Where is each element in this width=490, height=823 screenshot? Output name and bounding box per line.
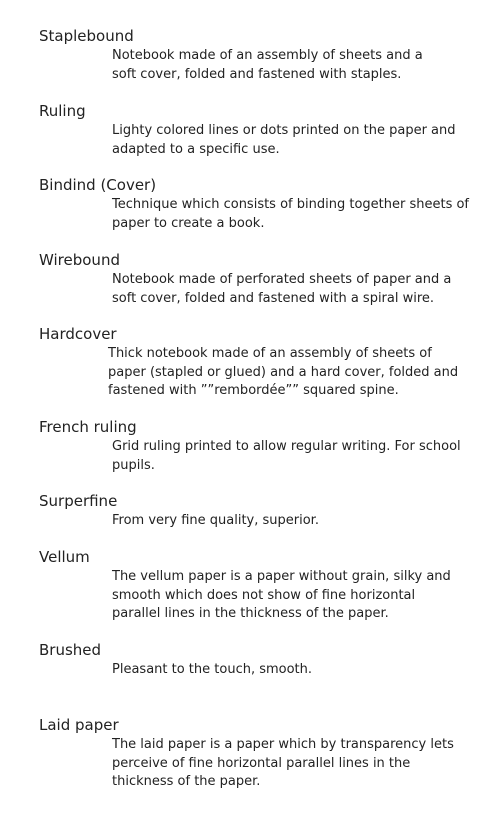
glossary-definition: Lighty colored lines or dots printed on the paper and adapted to a specific use. — [112, 123, 456, 157]
glossary-term: Laid paper — [39, 716, 119, 734]
glossary-definition: Notebook made of an assembly of sheets and a soft cover, folded and fastened with staples. — [112, 48, 423, 82]
glossary-term: Brushed — [39, 641, 102, 659]
glossary-definition: From very fine quality, superior. — [112, 513, 319, 528]
glossary-definition: Technique which consists of binding together sheets of paper to create a book. — [112, 197, 469, 231]
glossary-definition: The laid paper is a paper which by transparency lets perceive of fine horizontal parallel lines in the thickness of the paper. — [112, 737, 454, 789]
glossary-definition: The vellum paper is a paper without grain, silky and smooth which does not show of fine horizontal parallel lines in the thickness of the paper. — [112, 569, 451, 621]
glossary-term: Vellum — [39, 548, 90, 566]
glossary-term: Ruling — [39, 102, 86, 120]
glossary-term: Staplebound — [39, 27, 134, 45]
glossary-term: Wirebound — [39, 251, 120, 269]
glossary-definition: Notebook made of perforated sheets of paper and a soft cover, folded and fastened with a spiral wire. — [112, 272, 452, 306]
glossary-definition: Pleasant to the touch, smooth. — [112, 662, 313, 677]
glossary-term: Bindind (Cover) — [39, 176, 157, 194]
glossary-definition: Thick notebook made of an assembly of sheets of paper (stapled or glued) and a hard cover, folded and fastened with ””rembordée”” squared spine. — [108, 346, 459, 398]
glossary-term: Surperfine — [39, 492, 118, 510]
glossary-term: French ruling — [39, 418, 137, 436]
glossary-term: Hardcover — [39, 325, 117, 343]
glossary-definition: Grid ruling printed to allow regular writing. For school pupils. — [112, 439, 461, 473]
